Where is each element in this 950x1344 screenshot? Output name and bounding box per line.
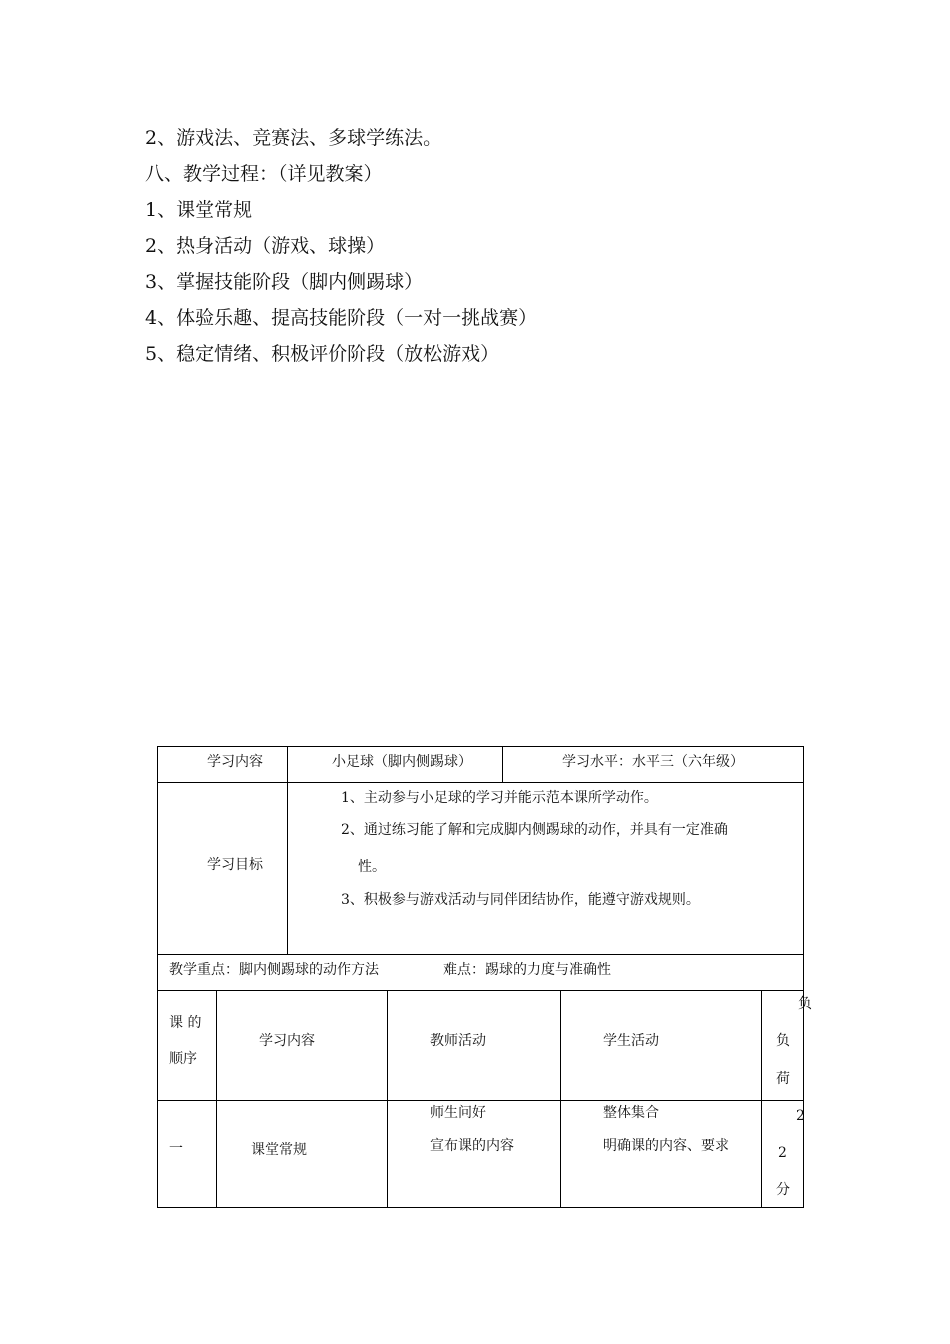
row-content: 课堂常规: [251, 1142, 307, 1158]
goal-item: 性。: [358, 859, 386, 875]
row-student: 整体集合: [603, 1105, 659, 1121]
goal-item: 1、主动参与小足球的学习并能示范本课所学动作。: [341, 790, 658, 806]
header-load: 负: [776, 1033, 790, 1049]
text-line-process-heading: 八、教学过程：（详见教案）: [145, 163, 383, 185]
text-line-step-2: 2、热身活动（游戏、球操）: [145, 235, 386, 257]
table-rule: [158, 990, 803, 991]
table-rule: [216, 990, 217, 1207]
text-line-step-4: 4、体验乐趣、提高技能阶段（一对一挑战赛）: [145, 307, 538, 329]
key-points: 教学重点：脚内侧踢球的动作方法: [169, 962, 379, 978]
header-student: 学生活动: [603, 1033, 659, 1049]
table-rule: [287, 747, 288, 955]
lesson-plan-table: [157, 746, 812, 1208]
row-order: 一: [169, 1141, 183, 1157]
text-line-step-1: 1、课堂常规: [145, 199, 253, 221]
text-line-methods: 2、游戏法、竞赛法、多球学练法。: [145, 127, 443, 149]
goal-item: 2、通过练习能了解和完成脚内侧踢球的动作，并具有一定准确: [341, 822, 728, 838]
table-rule: [761, 990, 762, 1207]
header-content: 学习内容: [259, 1033, 315, 1049]
row-load: 2: [796, 1108, 805, 1124]
goal-item: 3、积极参与游戏活动与同伴团结协作，能遵守游戏规则。: [341, 892, 700, 908]
goals-label: 学习目标: [207, 857, 263, 873]
header-teacher: 教师活动: [430, 1033, 486, 1049]
text-line-step-5: 5、稳定情绪、积极评价阶段（放松游戏）: [145, 343, 500, 365]
row-load: 分: [776, 1182, 790, 1198]
content-value: 小足球（脚内侧踢球）: [332, 754, 472, 770]
table-rule: [158, 954, 803, 955]
content-label: 学习内容: [207, 754, 263, 770]
difficulty: 难点：踢球的力度与准确性: [443, 962, 611, 978]
header-load: 负: [798, 996, 812, 1012]
row-teacher: 师生问好: [430, 1105, 486, 1121]
table-rule: [158, 782, 803, 783]
row-student: 明确课的内容、要求: [603, 1138, 729, 1154]
header-order: 顺序: [169, 1051, 197, 1067]
header-load: 荷: [776, 1071, 790, 1087]
text-line-step-3: 3、掌握技能阶段（脚内侧踢球）: [145, 271, 424, 293]
header-order: 课 的: [169, 1015, 202, 1031]
row-load: 2: [778, 1145, 787, 1161]
row-teacher: 宣布课的内容: [430, 1138, 514, 1154]
table-rule: [560, 990, 561, 1207]
table-rule: [502, 747, 503, 783]
level-value: 学习水平：水平三（六年级）: [562, 754, 744, 770]
table-rule: [158, 1100, 803, 1101]
table-rule: [387, 990, 388, 1207]
